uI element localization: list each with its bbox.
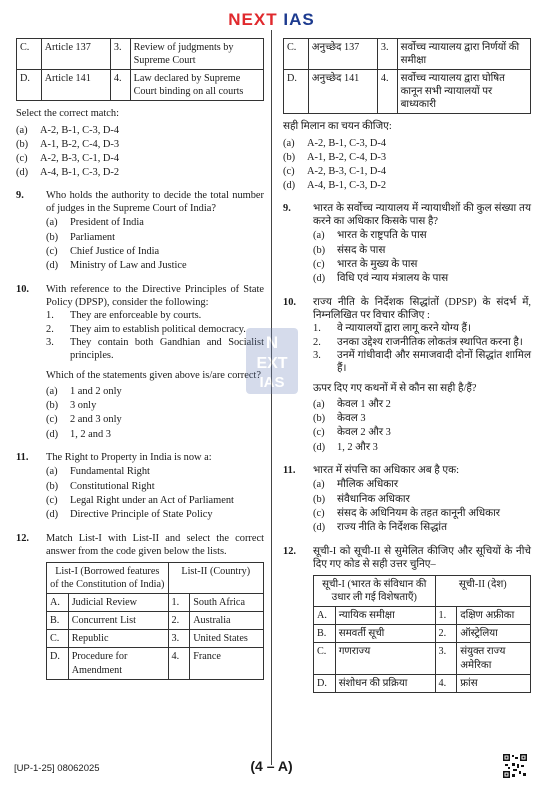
answer-option bbox=[46, 508, 264, 521]
list-cell: South Africa bbox=[190, 594, 264, 612]
list-header-row bbox=[47, 563, 264, 594]
list-row bbox=[47, 594, 264, 612]
statement-text: उनका उद्देश्य राजनीतिक लोकतंत्र स्थापित करना है। bbox=[337, 336, 523, 348]
option-key: (c) bbox=[16, 153, 28, 165]
option-key: (c) bbox=[46, 495, 58, 506]
brand-next: NEXT bbox=[228, 10, 278, 29]
option-key: (c) bbox=[313, 508, 325, 520]
option-key: (b) bbox=[46, 400, 59, 412]
list-cell: 2. bbox=[435, 625, 457, 643]
question-number: 11. bbox=[283, 465, 296, 477]
match-table-cell: अनुच्छेद 141 bbox=[308, 70, 377, 114]
select-prompt: सही मिलान का चयन कीजिए: bbox=[283, 121, 392, 133]
match-table bbox=[16, 38, 264, 101]
question-q11 bbox=[283, 464, 531, 536]
list-cell: 3. bbox=[435, 643, 457, 674]
list-cell: 4. bbox=[168, 648, 190, 679]
option-key: (c) bbox=[313, 259, 325, 271]
option-text: 1, 2 and 3 bbox=[70, 428, 111, 440]
list-cell: 2. bbox=[168, 612, 190, 630]
answer-option bbox=[16, 166, 264, 179]
question-body bbox=[313, 545, 531, 693]
list-cell: 1. bbox=[168, 594, 190, 612]
answer-option bbox=[313, 493, 531, 506]
statement-number: 3. bbox=[313, 349, 321, 361]
question-text: Who holds the authority to decide the total number of judges in the Supreme Court of India? bbox=[46, 189, 264, 215]
list-cell: न्यायिक समीक्षा bbox=[335, 607, 435, 625]
list-cell: A. bbox=[47, 594, 69, 612]
question-body bbox=[46, 189, 264, 274]
statement-text: They aim to establish political democracy. bbox=[70, 323, 246, 335]
question-number: 11. bbox=[16, 452, 29, 464]
question-text: भारत में संपत्ति का अधिकार अब है एक: bbox=[313, 465, 459, 477]
match-table-cell: Law declared by Supreme Court binding on all courts bbox=[130, 70, 263, 101]
question-text: With reference to the Directive Principles of State Policy (DPSP), consider the following: bbox=[46, 283, 264, 308]
question-number: 9. bbox=[283, 202, 291, 214]
match-table-row bbox=[284, 70, 531, 114]
option-key: (d) bbox=[313, 522, 326, 534]
list-cell: Judicial Review bbox=[68, 594, 168, 612]
list-match-table bbox=[46, 562, 264, 679]
option-text: A-1, B-2, C-4, D-3 bbox=[40, 138, 120, 150]
option-text: मौलिक अधिकार bbox=[337, 479, 399, 491]
option-key: (d) bbox=[313, 273, 326, 285]
answer-option bbox=[313, 412, 531, 425]
answer-option bbox=[283, 151, 531, 164]
question-text: भारत के सर्वोच्च न्यायालय में न्यायाधीशों की कुल संख्या तय करने का अधिकार किसके पास है? bbox=[313, 202, 531, 228]
list-header-row bbox=[314, 576, 531, 607]
list-cell: संयुक्त राज्य अमेरिका bbox=[457, 643, 531, 674]
answer-option bbox=[313, 521, 531, 534]
answer-option bbox=[313, 426, 531, 439]
page-number: (4 – A) bbox=[250, 758, 293, 774]
question-body bbox=[46, 451, 264, 523]
statement-text: उनमें गांधीवादी और समाजवादी दोनों सिद्धांत शामिल हैं। bbox=[337, 349, 531, 375]
option-key: (a) bbox=[16, 124, 28, 136]
answer-option bbox=[313, 478, 531, 491]
question-number: 12. bbox=[283, 545, 296, 557]
option-key: (a) bbox=[46, 385, 58, 397]
qr-code-icon bbox=[503, 754, 527, 778]
list-cell: Procedure for Amendment bbox=[68, 648, 168, 679]
match-table bbox=[283, 38, 531, 114]
watermark-line-2: EXT bbox=[256, 355, 288, 372]
question-number: 9. bbox=[16, 189, 24, 201]
option-key: (a) bbox=[46, 466, 58, 478]
question-body bbox=[313, 202, 531, 287]
question-q11 bbox=[16, 451, 264, 523]
list-row bbox=[314, 607, 531, 625]
match-table-cell: D. bbox=[284, 70, 309, 114]
list-cell: संशोधन की प्रक्रिया bbox=[335, 674, 435, 692]
answer-option bbox=[46, 216, 264, 229]
option-key: (d) bbox=[46, 260, 59, 272]
watermark-line-1: N bbox=[265, 333, 279, 352]
question-q10 bbox=[283, 296, 531, 455]
select-prompt: Select the correct match: bbox=[16, 108, 119, 120]
answer-option bbox=[46, 480, 264, 493]
match-table-cell: Article 137 bbox=[41, 39, 110, 70]
paper-code: [UP-1-25] 08062025 bbox=[14, 763, 100, 774]
option-key: (b) bbox=[313, 413, 326, 425]
option-text: विधि एवं न्याय मंत्रालय के पास bbox=[337, 273, 449, 285]
option-text: Fundamental Right bbox=[70, 466, 150, 478]
question-text: राज्य नीति के निर्देशक सिद्धांतों (DPSP) के संदर्भ में, निम्नलिखित पर विचार कीजिए : bbox=[313, 296, 531, 321]
statement-number: 2. bbox=[313, 336, 321, 348]
option-text: राज्य नीति के निर्देशक सिद्धांत bbox=[337, 522, 448, 534]
question-prompt: Which of the statements given above is/are correct? bbox=[46, 369, 261, 381]
list-row bbox=[314, 625, 531, 643]
match-table-cell: 3. bbox=[377, 39, 397, 70]
list-row bbox=[314, 643, 531, 674]
option-text: केवल 3 bbox=[337, 413, 366, 425]
match-table-cell: अनुच्छेद 137 bbox=[308, 39, 377, 70]
question-q9 bbox=[283, 202, 531, 287]
answer-option bbox=[16, 124, 264, 137]
option-text: A-4, B-1, C-3, D-2 bbox=[40, 167, 120, 179]
option-key: (a) bbox=[313, 479, 325, 491]
answer-option bbox=[46, 231, 264, 244]
list-row bbox=[47, 648, 264, 679]
list-cell: D. bbox=[47, 648, 69, 679]
option-key: (d) bbox=[313, 441, 326, 453]
list-cell: United States bbox=[190, 630, 264, 648]
question-body bbox=[313, 464, 531, 536]
list-cell: गणराज्य bbox=[335, 643, 435, 674]
option-text: A-2, B-1, C-3, D-4 bbox=[40, 124, 120, 136]
answer-option bbox=[283, 179, 531, 192]
option-text: A-1, B-2, C-4, D-3 bbox=[307, 151, 387, 163]
list-cell: Australia bbox=[190, 612, 264, 630]
question-body bbox=[46, 532, 264, 680]
option-key: (b) bbox=[46, 231, 59, 243]
option-key: (d) bbox=[46, 428, 59, 440]
option-text: 1 and 2 only bbox=[70, 385, 122, 397]
answer-option bbox=[46, 465, 264, 478]
list-cell: B. bbox=[314, 625, 336, 643]
list-cell: Concurrent List bbox=[68, 612, 168, 630]
english-column bbox=[16, 38, 264, 680]
list-1-header: List-I (Borrowed features of the Constitution of India) bbox=[47, 563, 169, 594]
option-key: (d) bbox=[283, 180, 296, 192]
option-key: (c) bbox=[313, 427, 325, 439]
list-cell: France bbox=[190, 648, 264, 679]
option-key: (b) bbox=[283, 151, 296, 163]
watermark-logo bbox=[244, 326, 300, 396]
statement-number: 1. bbox=[46, 310, 54, 322]
list-row bbox=[47, 630, 264, 648]
hindi-column bbox=[283, 38, 531, 693]
option-text: संसद के पास bbox=[337, 244, 386, 256]
option-text: A-2, B-3, C-1, D-4 bbox=[307, 166, 387, 178]
match-table-cell: D. bbox=[17, 70, 42, 101]
answer-option bbox=[313, 229, 531, 242]
question-text: The Right to Property in India is now a: bbox=[46, 452, 212, 464]
answer-option bbox=[16, 152, 264, 165]
option-text: संसद के अधिनियम के तहत कानूनी अधिकार bbox=[337, 508, 501, 520]
list-row bbox=[314, 674, 531, 692]
answer-option bbox=[46, 385, 264, 398]
option-text: केवल 2 और 3 bbox=[337, 427, 391, 439]
list-cell: 3. bbox=[168, 630, 190, 648]
question-prompt: ऊपर दिए गए कथनों में से कौन सा सही है/हैं? bbox=[313, 382, 477, 394]
match-table-cell: 4. bbox=[110, 70, 130, 101]
option-text: 2 and 3 only bbox=[70, 414, 122, 426]
column-divider bbox=[271, 30, 272, 765]
option-text: Parliament bbox=[70, 231, 116, 243]
list-cell: Republic bbox=[68, 630, 168, 648]
option-text: A-2, B-3, C-1, D-4 bbox=[40, 153, 120, 165]
option-text: Constitutional Right bbox=[70, 480, 155, 492]
list-1-header: सूची-I (भारत के संविधान की उधार ली गई विशेषताएँ) bbox=[314, 576, 436, 607]
question-number: 10. bbox=[16, 283, 29, 295]
option-key: (d) bbox=[16, 167, 29, 179]
match-table-cell: C. bbox=[17, 39, 42, 70]
option-key: (d) bbox=[46, 509, 59, 521]
option-text: Chief Justice of India bbox=[70, 246, 160, 257]
statement bbox=[313, 349, 531, 376]
list-match-table bbox=[313, 575, 531, 692]
option-key: (b) bbox=[313, 493, 326, 505]
option-key: (b) bbox=[16, 138, 29, 150]
statement-text: वे न्यायालयों द्वारा लागू करने योग्य हैं। bbox=[337, 323, 471, 335]
answer-option bbox=[283, 165, 531, 178]
question-q9 bbox=[16, 189, 264, 274]
question-number: 10. bbox=[283, 296, 296, 308]
statement bbox=[46, 336, 264, 363]
answer-option bbox=[46, 399, 264, 412]
question-number: 12. bbox=[16, 532, 29, 544]
answer-option bbox=[46, 245, 264, 258]
option-key: (c) bbox=[46, 246, 58, 257]
question-body bbox=[313, 296, 531, 455]
list-2-header: सूची-II (देश) bbox=[435, 576, 530, 607]
list-cell: फ्रांस bbox=[457, 674, 531, 692]
option-key: (a) bbox=[313, 398, 325, 410]
option-text: A-4, B-1, C-3, D-2 bbox=[307, 180, 387, 192]
answer-option bbox=[46, 413, 264, 426]
question-body bbox=[46, 283, 264, 442]
list-cell: B. bbox=[47, 612, 69, 630]
list-cell: 1. bbox=[435, 607, 457, 625]
option-text: 1, 2 और 3 bbox=[337, 441, 378, 453]
brand-logo bbox=[0, 10, 543, 30]
question-text: Match List-I with List-II and select the correct answer from the code given below the lists. bbox=[46, 532, 264, 557]
match-table-cell: Article 141 bbox=[41, 70, 110, 101]
option-text: भारत के मुख्य के पास bbox=[337, 259, 418, 271]
match-table-cell: C. bbox=[284, 39, 309, 70]
list-cell: समवर्ती सूची bbox=[335, 625, 435, 643]
list-cell: दक्षिण अफ्रीका bbox=[457, 607, 531, 625]
option-key: (a) bbox=[283, 137, 295, 149]
list-cell: D. bbox=[314, 674, 336, 692]
watermark-line-3: IAS bbox=[259, 374, 285, 391]
option-text: Legal Right under an Act of Parliament bbox=[70, 495, 234, 506]
answer-option bbox=[16, 138, 264, 151]
option-text: केवल 1 और 2 bbox=[337, 398, 391, 410]
statement-number: 2. bbox=[46, 323, 54, 335]
option-text: 3 only bbox=[70, 400, 97, 412]
answer-option bbox=[313, 398, 531, 411]
option-text: Ministry of Law and Justice bbox=[70, 260, 187, 272]
statement-text: They contain both Gandhian and Socialist principles. bbox=[70, 336, 264, 362]
option-text: भारत के राष्ट्रपति के पास bbox=[337, 230, 427, 242]
question-q12 bbox=[283, 545, 531, 693]
match-table-cell: सर्वोच्च न्यायालय द्वारा घोषित कानून सभी न्यायालयों पर बाध्यकारी bbox=[397, 70, 530, 114]
match-table-cell: 3. bbox=[110, 39, 130, 70]
answer-option bbox=[313, 507, 531, 520]
question-q10 bbox=[16, 283, 264, 442]
option-key: (c) bbox=[283, 166, 295, 178]
match-table-cell: Review of judgments by Supreme Court bbox=[130, 39, 263, 70]
statement bbox=[46, 323, 264, 336]
answer-option bbox=[313, 244, 531, 257]
brand-ias: IAS bbox=[283, 10, 315, 29]
list-cell: 4. bbox=[435, 674, 457, 692]
question-q12 bbox=[16, 532, 264, 680]
answer-option bbox=[313, 441, 531, 454]
option-text: संवैधानिक अधिकार bbox=[337, 493, 410, 505]
answer-option bbox=[283, 137, 531, 150]
option-text: Directive Principle of State Policy bbox=[70, 509, 213, 521]
list-row bbox=[47, 612, 264, 630]
answer-option bbox=[46, 428, 264, 441]
option-key: (b) bbox=[313, 244, 326, 256]
option-key: (b) bbox=[46, 480, 59, 492]
match-table-row bbox=[17, 39, 264, 70]
list-cell: A. bbox=[314, 607, 336, 625]
statement bbox=[313, 336, 531, 349]
match-table-row bbox=[17, 70, 264, 101]
option-key: (a) bbox=[313, 230, 325, 242]
answer-option bbox=[46, 494, 264, 507]
match-table-cell: सर्वोच्च न्यायालय द्वारा निर्णयों की समीक्षा bbox=[397, 39, 530, 70]
option-text: President of India bbox=[70, 217, 144, 229]
match-table-cell: 4. bbox=[377, 70, 397, 114]
statement-text: They are enforceable by courts. bbox=[70, 310, 202, 322]
answer-option bbox=[313, 272, 531, 285]
list-2-header: List-II (Country) bbox=[168, 563, 263, 594]
list-cell: C. bbox=[314, 643, 336, 674]
statement-number: 1. bbox=[313, 323, 321, 335]
answer-option bbox=[313, 258, 531, 271]
statement-number: 3. bbox=[46, 336, 54, 348]
list-cell: C. bbox=[47, 630, 69, 648]
list-cell: ऑस्ट्रेलिया bbox=[457, 625, 531, 643]
statement bbox=[313, 322, 531, 335]
option-key: (a) bbox=[46, 217, 58, 229]
question-text: सूची-I को सूची-II से सुमेलित कीजिए और सूचियों के नीचे दिए गए कोड से सही उत्तर चुनिए– bbox=[313, 545, 531, 570]
option-text: A-2, B-1, C-3, D-4 bbox=[307, 137, 387, 149]
match-table-row bbox=[284, 39, 531, 70]
answer-option bbox=[46, 259, 264, 272]
statement bbox=[46, 309, 264, 322]
option-key: (c) bbox=[46, 414, 58, 426]
